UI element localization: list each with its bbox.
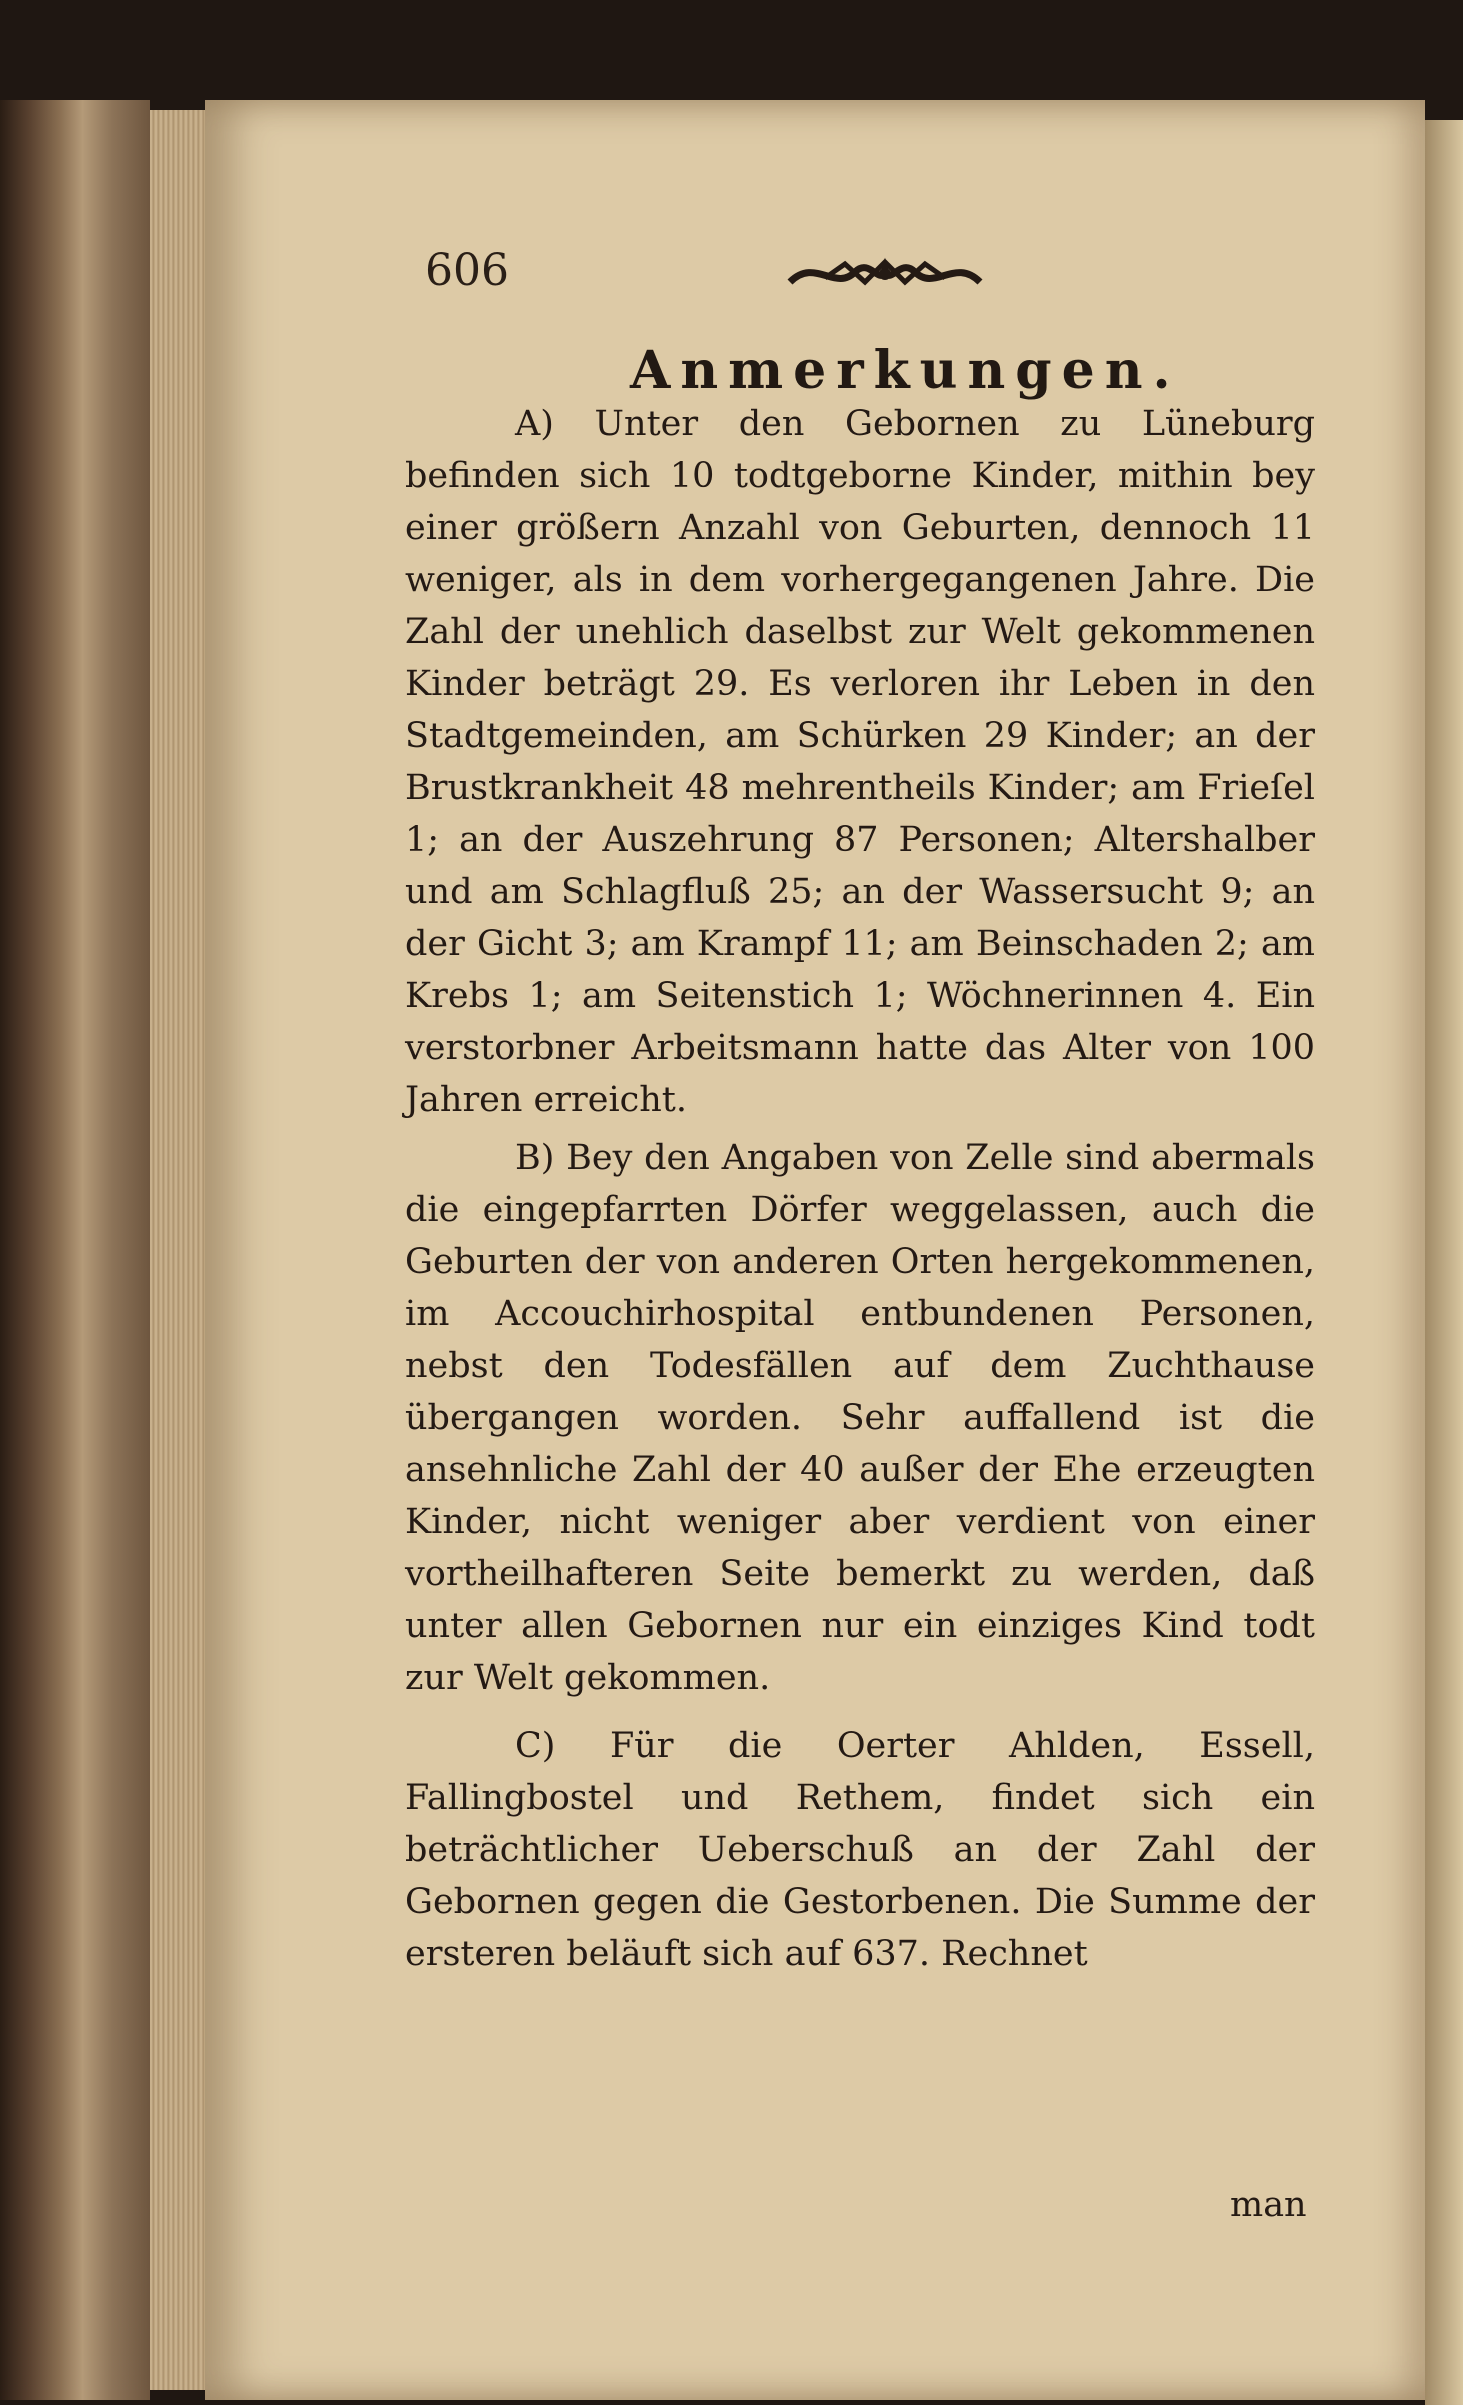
printer-ornament-icon <box>785 252 985 298</box>
catchword: man <box>1230 2185 1307 2225</box>
paragraph-a: A) Unter den Gebornen zu Lüneburg befinden sich 10 todtgeborne Kinder, mithin bey einer größern Anzahl von Geburten, dennoch 11 weniger, als in dem vorhergegangenen Jahre. Die Zahl der unehlich daselbst zur Welt gekommenen Kinder beträgt 29. Es verloren ihr Leben in den Stadtgemeinden, am Schürken 29 Kinder; an der Brustkrankheit 48 mehrentheils Kinder; am Frieſel 1; an der Auszehrung 87 Personen; Altershalber und am Schlagfluß 25; an der Wassersucht 9; an der Gicht 3; am Krampf 11; am Beinschaden 2; am Krebs 1; am Seitenstich 1; Wöchnerinnen 4. Ein verstorbner Arbeitsmann hatte das Alter von 100 Jahren erreicht. <box>405 404 1315 1120</box>
paragraph-c: C) Für die Oerter Ahlden, Essell, Fallingbostel und Rethem, findet sich ein beträchtlicher Ueberschuß an der Zahl der Gebornen gegen die Gestorbenen. Die Summe der ersteren beläuft sich auf 637. Rechnet <box>405 1726 1315 1974</box>
next-page-edge <box>1425 120 1463 2405</box>
paragraph-b: B) Bey den Angaben von Zelle sind abermals die eingepfarrten Dörfer weggelassen, auch die Geburten der von anderen Orten hergekommenen, im Accouchirhospital entbundenen Personen, nebst den Todesfällen auf dem Zuchthause übergangen worden. Sehr auffallend ist die ansehnliche Zahl der 40 außer der Ehe erzeugten Kinder, nicht weniger aber verdient von einer vortheilhafteren Seite bemerkt zu werden, daß unter allen Gebornen nur ein einziges Kind todt zur Welt gekommen. <box>405 1138 1315 1698</box>
page-number: 606 <box>425 245 509 296</box>
section-heading: Anmerkungen. <box>630 340 1181 401</box>
page-edges <box>150 110 210 2390</box>
book-spine-edge <box>0 100 150 2400</box>
